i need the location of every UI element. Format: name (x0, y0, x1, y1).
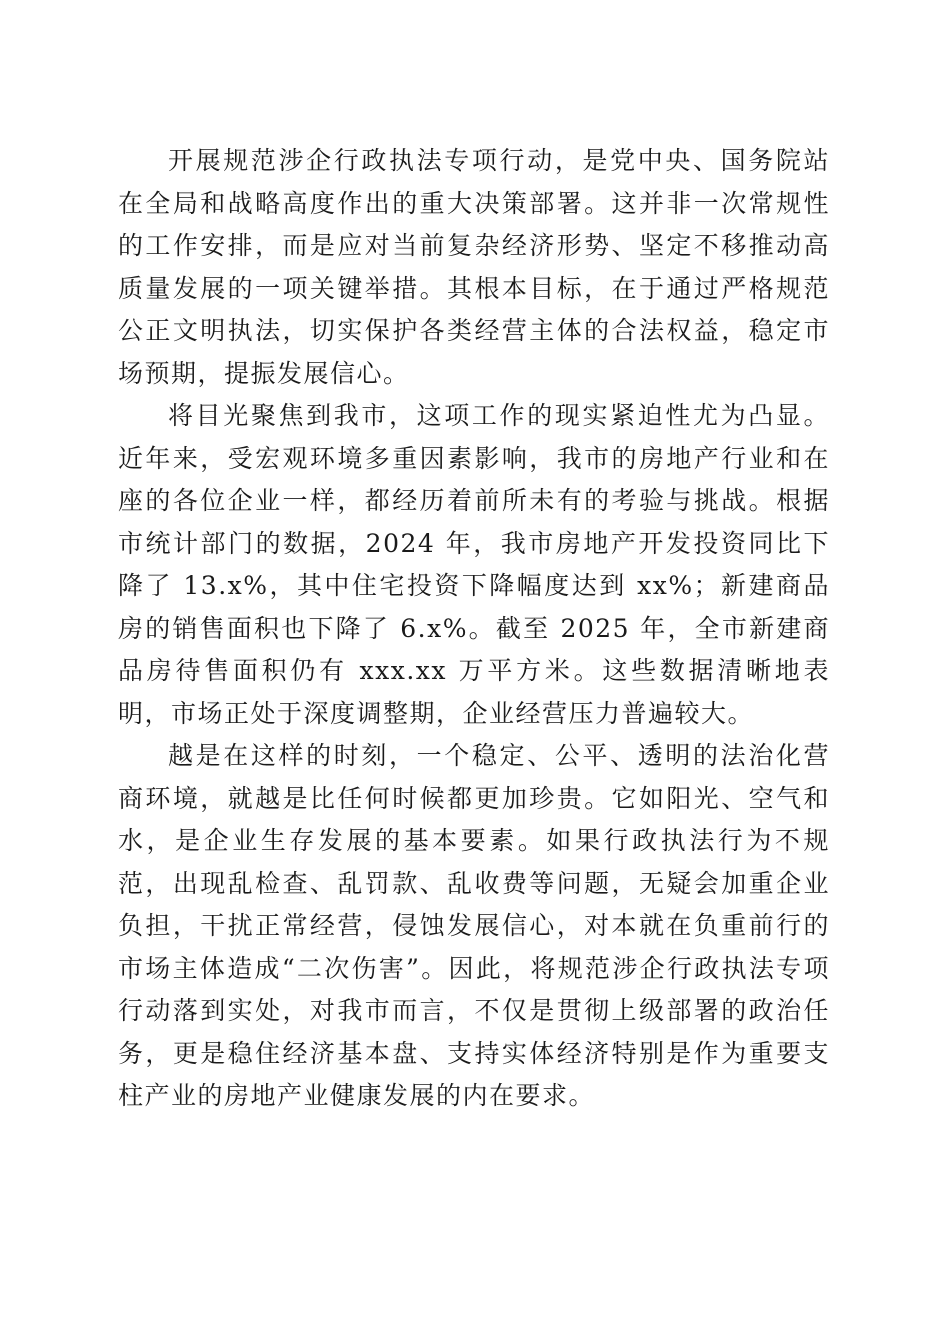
paragraph-3: 越是在这样的时刻，一个稳定、公平、透明的法治化营商环境，就越是比任何时候都更加珍贵。它如阳光、空气和水，是企业生存发展的基本要素。如果行政执法行为不规范，出现乱检查、乱罚款、乱收费等问题，无疑会加重企业负担，干扰正常经营，侵蚀发展信心，对本就在负重前行的市场主体造成“二次伤害”。因此，将规范涉企行政执法专项行动落到实处，对我市而言，不仅是贯彻上级部署的政治任务，更是稳住经济基本盘、支持实体经济特别是作为重要支柱产业的房地产业健康发展的内在要求。 (118, 741, 830, 1110)
paragraph-1: 开展规范涉企行政执法专项行动，是党中央、国务院站在全局和战略高度作出的重大决策部署。这并非一次常规性的工作安排，而是应对当前复杂经济形势、坚定不移推动高质量发展的一项关键举措。其根本目标，在于通过严格规范公正文明执法，切实保护各类经营主体的合法权益，稳定市场预期，提振发展信心。 (118, 146, 830, 388)
paragraph-2: 将目光聚焦到我市，这项工作的现实紧迫性尤为凸显。近年来，受宏观环境多重因素影响，我市的房地产行业和在座的各位企业一样，都经历着前所未有的考验与挑战。根据市统计部门的数据，2024 年，我市房地产开发投资同比下降了 13.x%，其中住宅投资下降幅度达到 xx%；新建商品房的销售面积也下降了 6.x%。截至 2025 年，全市新建商品房待售面积仍有 xxx.xx 万平方米。这些数据清晰地表明，市场正处于深度调整期，企业经营压力普遍较大。 (118, 401, 830, 728)
document-body (118, 140, 830, 1118)
